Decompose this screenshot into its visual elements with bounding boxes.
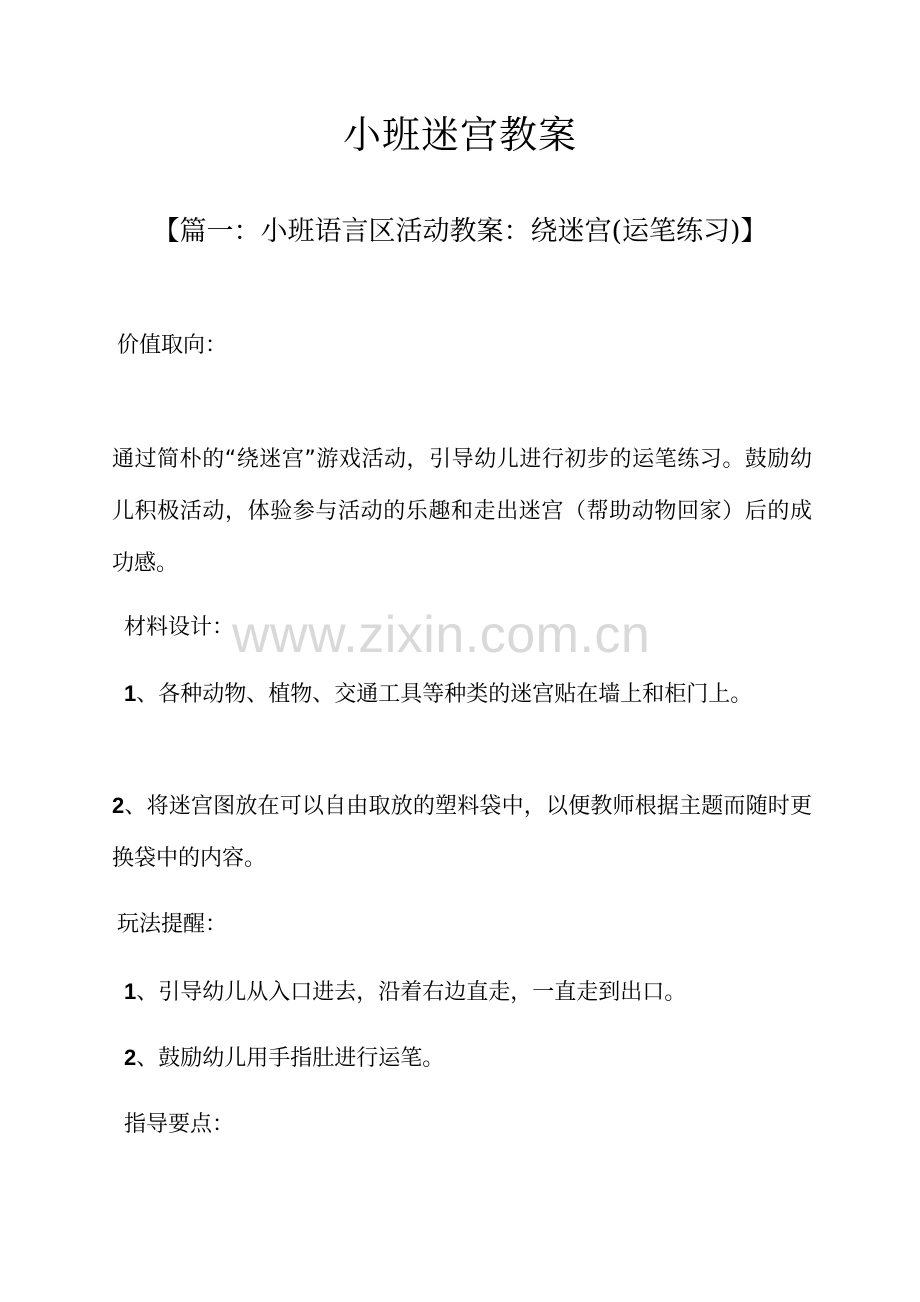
materials-item-1 <box>124 668 752 721</box>
document-title: 小班迷宫教案 <box>342 113 577 157</box>
play-item-text: 、引导幼儿从入口进去，沿着右边直走，一直走到出口。 <box>136 980 687 1005</box>
guide-heading: 指导要点： <box>124 1112 235 1137</box>
materials-item-text: 、各种动物、植物、交通工具等种类的迷宫贴在墙上和柜门上。 <box>136 682 753 707</box>
play-item-text: 、鼓励幼儿用手指肚进行运笔。 <box>136 1046 445 1071</box>
watermark-text: www.zixin.com.cn <box>232 606 651 664</box>
document-subtitle: 【篇一：小班语言区活动教案：绕迷宫(运笔练习)】 <box>152 216 768 247</box>
play-item-number: 2 <box>124 1045 137 1070</box>
materials-item-number: 2 <box>112 793 125 818</box>
value-paragraph: 通过简朴的“绕迷宫”游戏活动，引导幼儿进行初步的运笔练习。鼓励幼儿积极活动，体验参与活动的乐趣和走出迷宫（帮助动物回家）后的成功感。 <box>112 447 812 576</box>
materials-item-number: 1 <box>124 681 137 706</box>
play-item-1 <box>124 966 686 1019</box>
materials-item-2 <box>112 780 812 885</box>
materials-heading: 材料设计： <box>124 615 235 640</box>
play-item-number: 1 <box>124 979 137 1004</box>
play-item-2 <box>124 1032 444 1085</box>
value-heading: 价值取向： <box>117 333 228 358</box>
materials-item-text: 、将迷宫图放在可以自由取放的塑料袋中，以便教师根据主题而随时更换袋中的内容。 <box>112 794 812 871</box>
play-heading: 玩法提醒： <box>117 912 228 937</box>
